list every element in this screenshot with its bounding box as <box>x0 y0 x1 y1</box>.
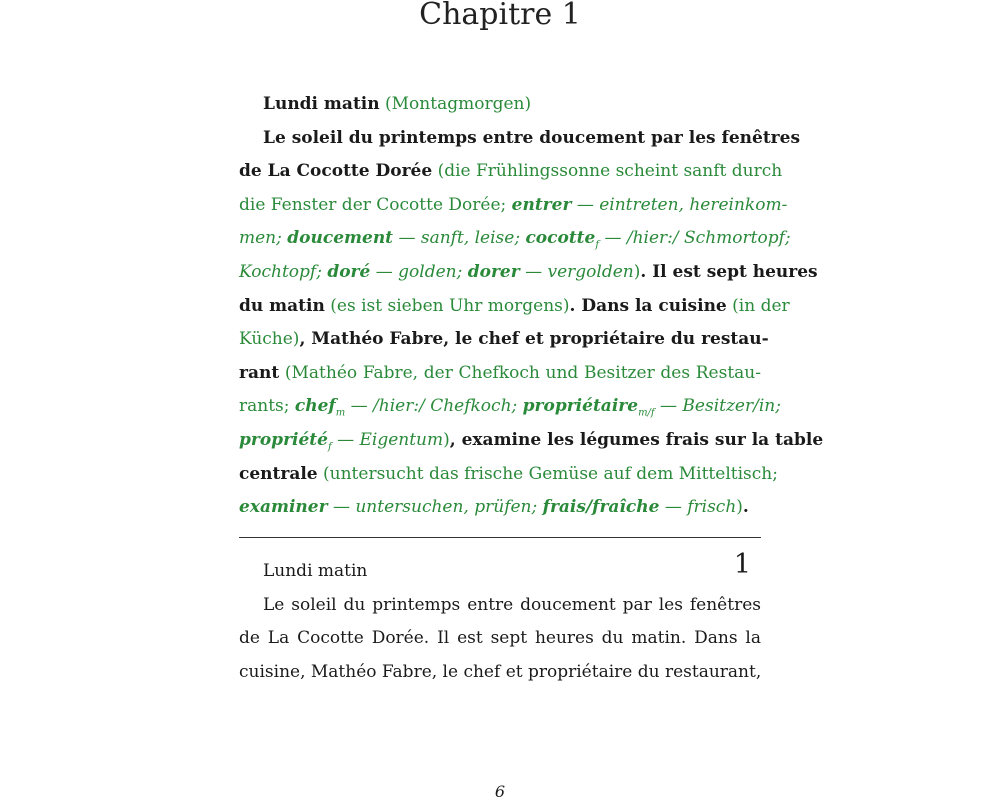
french-text: centrale <box>239 463 318 484</box>
text-line <box>239 357 761 391</box>
vocab-term: propriété <box>239 429 328 450</box>
french-text: Le soleil du printemps entre doucement par les fenêtres <box>263 127 801 148</box>
french-paragraph <box>239 555 761 689</box>
german-translation: ) <box>633 261 641 282</box>
vocab-gloss: — frisch <box>659 497 737 518</box>
german-translation: Küche) <box>239 329 300 350</box>
german-translation: (es ist sieben Uhr morgens) <box>324 295 570 316</box>
french-text: , Mathéo Fabre, le chef et propriétaire du restau- <box>299 329 769 350</box>
text-line: cuisine, Mathéo Fabre, le chef et propriétaire du restaurant, <box>239 661 762 682</box>
german-translation: (Montagmorgen) <box>379 94 532 114</box>
french-text: de La Cocotte Dorée <box>239 161 433 182</box>
german-translation: (untersucht das frische Gemüse auf dem Mitteltisch; <box>317 463 778 484</box>
text-line <box>239 189 788 223</box>
page-number: 6 <box>494 782 506 801</box>
vocab-gloss: — Eigentum <box>331 429 444 450</box>
french-text: . Dans la cuisine <box>569 295 727 316</box>
gender-marker: m <box>335 407 346 419</box>
french-text: Lundi matin <box>263 94 380 114</box>
french-text: , examine les légumes frais sur la table <box>449 429 824 450</box>
german-translation: die Fenster der Cocotte Dorée; <box>239 194 512 215</box>
german-translation: ) <box>736 497 743 518</box>
section-number: 1 <box>733 549 751 580</box>
text-line <box>239 155 783 189</box>
french-text: . Il est sept heures <box>640 261 818 282</box>
text-line <box>239 390 781 424</box>
gender-marker: f <box>327 441 332 453</box>
german-translation: (in der <box>726 295 790 316</box>
text-line <box>239 458 778 492</box>
text-line <box>239 256 818 290</box>
section-divider <box>239 537 761 538</box>
french-text: rant <box>239 362 280 383</box>
vocab-gloss: — Besitzer/in; <box>654 396 781 417</box>
vocab-gloss: — /hier:/ Schmortopf; <box>599 228 791 249</box>
vocab-term: propriétaire <box>522 396 639 417</box>
vocab-gloss: — untersuchen, prüfen; <box>327 497 543 518</box>
text-line <box>239 491 761 525</box>
vocab-term: examiner <box>239 497 328 518</box>
vocab-gloss: Kochtopf; <box>239 261 328 282</box>
vocab-term: doucement <box>287 228 394 249</box>
german-translation: ) <box>443 429 450 450</box>
german-translation: (Mathéo Fabre, der Chefkoch und Besitzer des Restau- <box>279 362 761 383</box>
vocab-gloss: — /hier:/ Chefkoch; <box>345 396 523 417</box>
vocab-term: dorer <box>467 261 520 282</box>
bilingual-paragraph <box>239 88 824 525</box>
vocab-term: frais/fraîche <box>542 497 660 518</box>
text-line <box>239 222 791 256</box>
vocab-gloss: — vergolden <box>519 261 634 282</box>
text-line <box>239 88 761 122</box>
german-translation: (die Frühlingssonne scheint sanft durch <box>432 161 783 182</box>
text-line <box>239 290 790 324</box>
vocab-gloss: — eintreten, hereinkom- <box>571 194 788 215</box>
vocab-gloss: — sanft, leise; <box>393 228 526 249</box>
french-text: du matin <box>239 295 325 316</box>
text-line <box>239 424 824 458</box>
chapter-title: Chapitre 1 <box>419 0 581 32</box>
text-line <box>239 323 769 357</box>
text-line: Le soleil du printemps entre doucement par les fenêtres <box>263 594 761 615</box>
vocab-gloss: men; <box>239 228 288 249</box>
gender-marker: m/f <box>638 407 655 419</box>
text-line: de La Cocotte Dorée. Il est sept heures du matin. Dans la <box>239 628 761 649</box>
gender-marker: f <box>595 239 600 251</box>
german-translation: rants; <box>239 396 295 417</box>
text-line <box>239 122 801 156</box>
vocab-term: chef <box>294 396 336 417</box>
text-line: Lundi matin <box>263 561 368 581</box>
vocab-gloss: — golden; <box>370 261 468 282</box>
vocab-term: doré <box>327 261 371 282</box>
vocab-term: cocotte <box>525 228 596 249</box>
french-text: . <box>742 497 749 518</box>
vocab-term: entrer <box>511 194 572 215</box>
